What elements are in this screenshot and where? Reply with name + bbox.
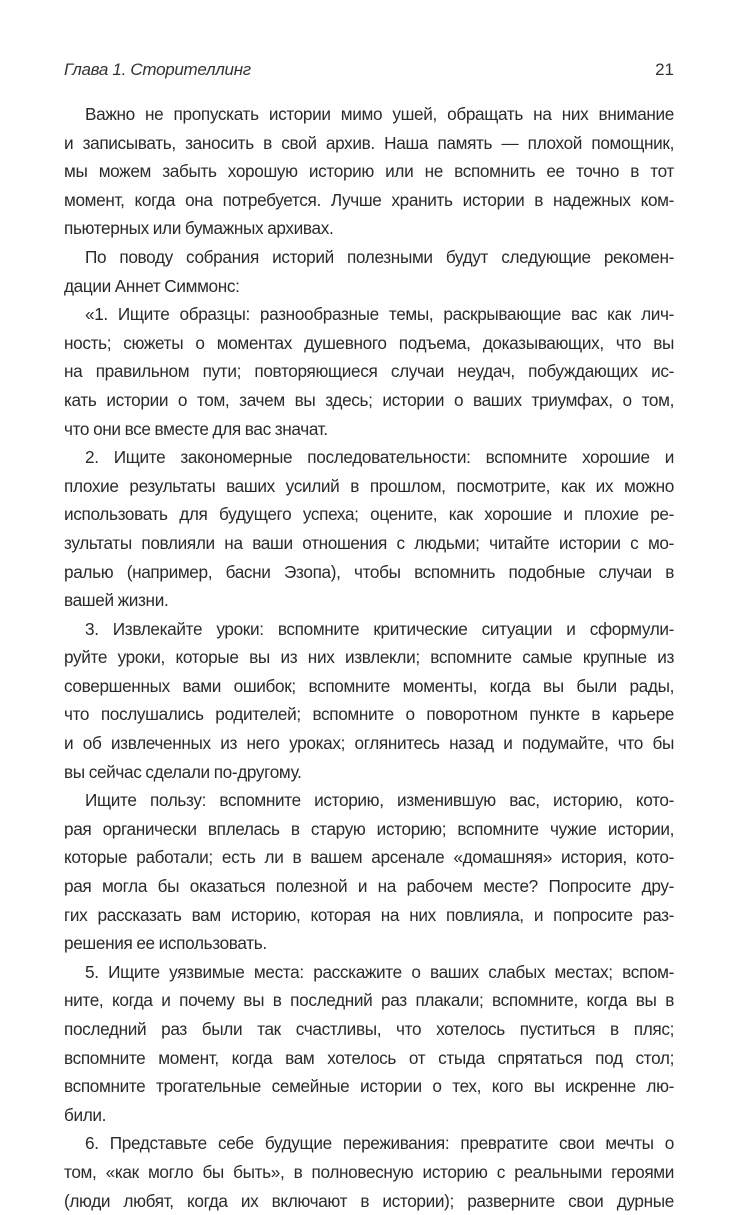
text-line: что послушались родителей; вспомните о поворотном пункте в карьере <box>64 704 674 725</box>
text-line: дации Аннет Симмонс: <box>64 275 240 296</box>
text-line: 5. Ищите уязвимые места: расскажите о ваших слабых местах; вспом- <box>85 961 674 982</box>
text-line: (люди любят, когда их включают в истории); разверните свои дурные <box>64 1190 674 1211</box>
text-line: пьютерных или бумажных архивах. <box>64 218 334 239</box>
text-line: зультаты повлияли на ваши отношения с людьми; читайте истории с мо- <box>64 532 674 553</box>
text-line: руйте уроки, которые вы из них извлекли; вспомните самые крупные из <box>64 647 674 668</box>
text-line: вспомните трогательные семейные истории о тех, кого вы искренне лю- <box>64 1076 674 1097</box>
text-line: гих рассказать вам историю, которая на них повлияла, и попросите раз- <box>64 904 674 925</box>
text-line: что они все вместе для вас значат. <box>64 418 328 439</box>
text-line: Ищите пользу: вспомните историю, изменившую вас, историю, кото- <box>85 790 674 811</box>
text-line: на правильном пути; повторяющиеся случаи неудач, побуждающих ис- <box>64 361 674 382</box>
text-line: Важно не пропускать истории мимо ушей, обращать на них внимание <box>85 104 674 124</box>
text-line: рая органически вплелась в старую историю; вспомните чужие истории, <box>64 818 674 839</box>
page-number: 21 <box>655 60 674 79</box>
text-line: ните, когда и почему вы в последний раз плакали; вспомните, когда вы в <box>64 990 674 1011</box>
text-line: ность; сюжеты о моментах душевного подъема, доказывающих, что вы <box>64 332 674 353</box>
text-line: 6. Представьте себе будущие переживания: превратите свои мечты о <box>85 1133 674 1154</box>
text-line: 2. Ищите закономерные последовательности: вспомните хорошие и <box>85 447 674 468</box>
text-line: вашей жизни. <box>64 590 169 611</box>
text-line: которые работали; есть ли в вашем арсенале «домашняя» история, кото- <box>64 847 674 868</box>
chapter-title: Глава 1. Сторителлинг <box>64 60 251 79</box>
text-line: вы сейчас сделали по-другому. <box>64 761 302 782</box>
text-line: плохие результаты ваших усилий в прошлом, посмотрите, как их можно <box>64 475 674 496</box>
text-line: использовать для будущего успеха; оцените, как хорошие и плохие ре- <box>64 504 674 525</box>
text-line: «1. Ищите образцы: разнообразные темы, раскрывающие вас как лич- <box>85 304 674 325</box>
text-line: и об извлеченных из него уроках; оглянитесь назад и подумайте, что бы <box>64 733 674 754</box>
text-line: кать истории о том, зачем вы здесь; истории о ваших триумфах, о том, <box>64 389 674 410</box>
text-line: вспомните момент, когда вам хотелось от стыда спрятаться под стол; <box>64 1047 674 1068</box>
text-line: По поводу собрания историй полезными будут следующие рекомен- <box>85 246 674 267</box>
text-line: решения ее использовать. <box>64 933 267 954</box>
text-line: момент, когда она потребуется. Лучше хранить истории в надежных ком- <box>64 189 674 210</box>
text-line: том, «как могло бы быть», в полновесную историю с реальными героями <box>64 1161 674 1182</box>
text-line: последний раз были так счастливы, что хотелось пуститься в пляс; <box>64 1019 674 1039</box>
text-line: и записывать, заносить в свой архив. Наша память — плохой помощник, <box>64 132 674 153</box>
text-line: рая могла бы оказаться полезной и на рабочем месте? Попросите дру- <box>64 876 674 897</box>
text-line: 3. Извлекайте уроки: вспомните критические ситуации и сформули- <box>85 618 674 639</box>
running-header <box>64 60 674 86</box>
text-line: били. <box>64 1104 107 1125</box>
text-line: совершенных вами ошибок; вспомните моменты, когда вы были рады, <box>64 675 674 696</box>
text-line: ралью (например, басни Эзопа), чтобы вспомнить подобные случаи в <box>64 561 674 582</box>
text-line: мы можем забыть хорошую историю или не вспомнить ее точно в тот <box>64 161 674 182</box>
body-text <box>64 100 674 1215</box>
